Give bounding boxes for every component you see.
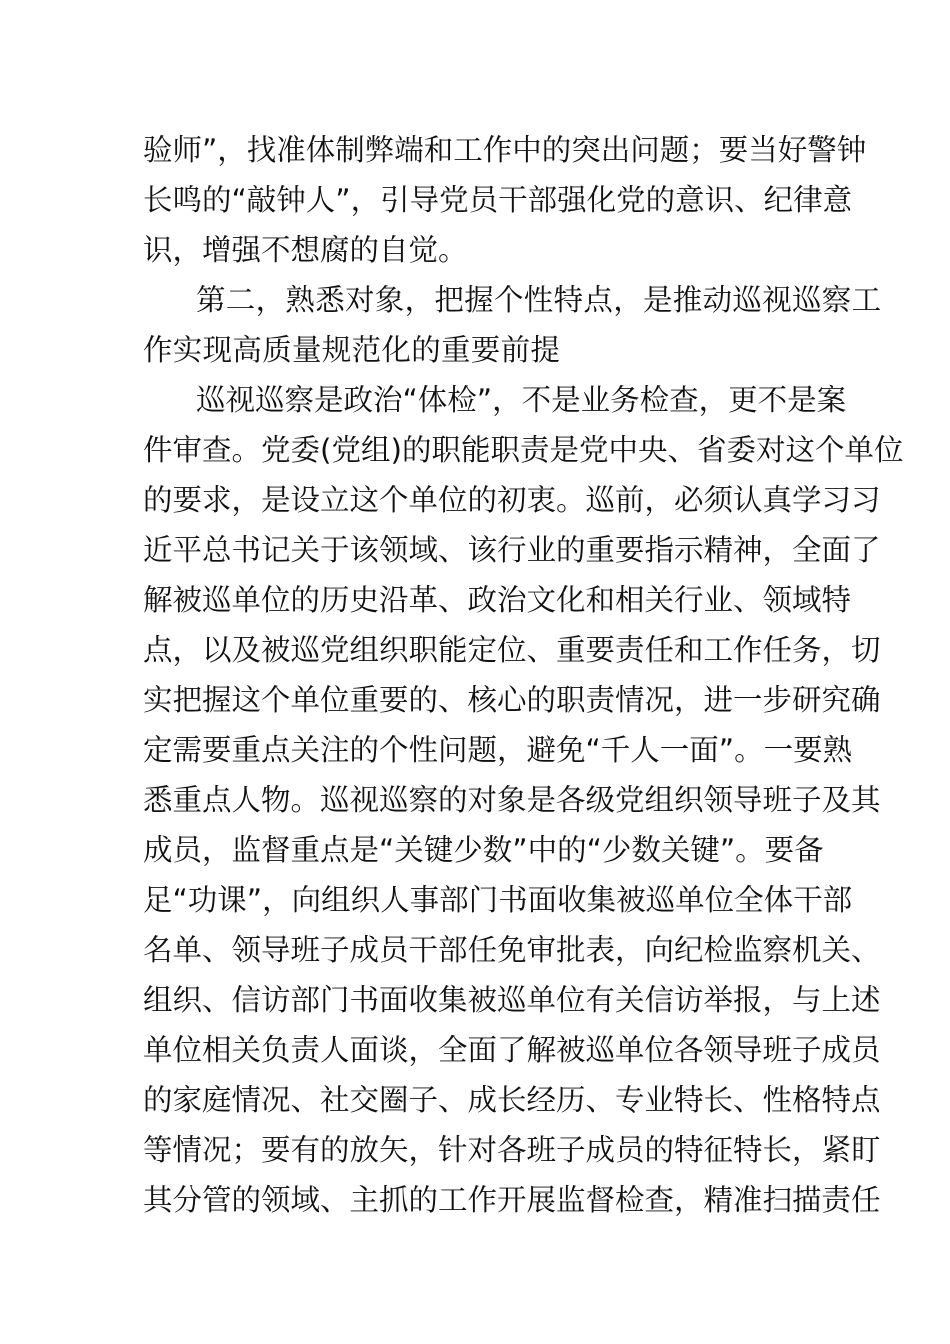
paragraph-line: 足“功课”，向组织人事部门书面收集被巡单位全体干部 [143,883,853,917]
section-heading-line: 作实现高质量规范化的重要前提 [143,333,561,367]
paragraph-line: 识，增强不想腐的自觉。 [143,233,468,267]
paragraph-line: 其分管的领域、主抓的工作开展监督检查，精准扫描责任 [143,1183,881,1217]
paragraph-line: 成员，监督重点是“关键少数”中的“少数关键”。要备 [143,833,824,867]
paragraph-line: 巡视巡察是政治“体检”，不是业务检查，更不是案 [196,383,847,417]
paragraph-line: 实把握这个单位重要的、核心的职责情况，进一步研究确 [143,683,881,717]
paragraph-line: 近平总书记关于该领域、该行业的重要指示精神，全面了 [143,533,881,567]
paragraph-line: 定需要重点关注的个性问题，避免“千人一面”。一要熟 [143,733,853,767]
paragraph-line: 验师”，找准体制弊端和工作中的突出问题；要当好警钟 [143,133,867,167]
paragraph-line: 名单、领导班子成员干部任免审批表，向纪检监察机关、 [143,933,881,967]
paragraph-line: 解被巡单位的历史沿革、政治文化和相关行业、领域特 [143,583,852,617]
paragraph-line: 点，以及被巡党组织职能定位、重要责任和工作任务，切 [143,633,881,667]
paragraph-line: 组织、信访部门书面收集被巡单位有关信访举报，与上述 [143,983,881,1017]
paragraph-line: 单位相关负责人面谈，全面了解被巡单位各领导班子成员 [143,1033,881,1067]
paragraph-line: 悉重点人物。巡视巡察的对象是各级党组织领导班子及其 [143,783,881,817]
paragraph-line: 等情况；要有的放矢，针对各班子成员的特征特长，紧盯 [143,1133,881,1167]
paragraph-line: 件审查。党委(党组)的职能职责是党中央、省委对这个单位 [143,433,904,467]
paragraph-line: 的家庭情况、社交圈子、成长经历、专业特长、性格特点 [143,1083,881,1117]
paragraph-line: 的要求，是设立这个单位的初衷。巡前，必须认真学习习 [143,483,881,517]
section-heading-line: 第二，熟悉对象，把握个性特点，是推动巡视巡察工 [196,283,882,317]
paragraph-line: 长鸣的“敲钟人”，引导党员干部强化党的意识、纪律意 [143,183,853,217]
